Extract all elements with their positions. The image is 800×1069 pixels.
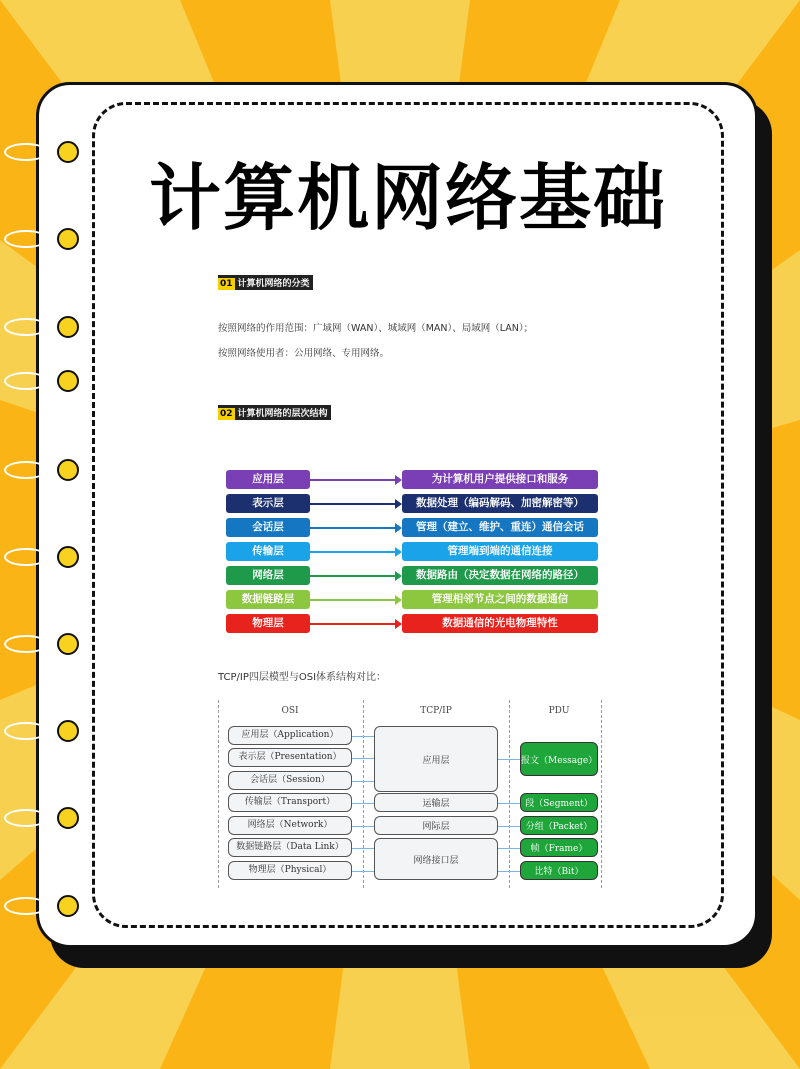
paragraph-scope: 按照网络的作用范围：广域网（WAN）、城域网（MAN）、局域网（LAN）；	[218, 323, 534, 334]
ring-loop	[4, 461, 48, 479]
layer-description: 管理（建立、维护、重连）通信会话	[402, 518, 598, 537]
divider-line	[601, 700, 602, 888]
section-number: 01	[220, 279, 233, 289]
pdu-bit: 比特（Bit）	[520, 861, 598, 880]
section-number: 02	[220, 409, 233, 419]
mapping-arrow	[352, 848, 374, 849]
layer-arrow	[310, 623, 396, 625]
layer-name: 数据链路层	[226, 590, 310, 609]
osi-header: OSI	[281, 706, 299, 716]
layer-arrow	[310, 527, 396, 529]
binding-ring	[57, 720, 79, 742]
mapping-arrow	[352, 826, 374, 827]
layer-description: 管理相邻节点之间的数据通信	[402, 590, 598, 609]
binding-ring	[57, 141, 79, 163]
tcpip-layer-application: 应用层	[374, 726, 498, 792]
tcpip-osi-comparison	[218, 700, 602, 888]
ring-loop	[4, 143, 48, 161]
ring-loop	[4, 230, 48, 248]
ring-loop	[4, 372, 48, 390]
section-label: 计算机网络的分类	[237, 279, 310, 289]
osi-layer-application: 应用层（Application）	[228, 726, 352, 745]
osi-layer-datalink: 数据链路层（Data Link）	[228, 838, 352, 857]
layer-description: 数据路由（决定数据在网络的路径）	[402, 566, 598, 585]
layer-description: 管理端到端的通信连接	[402, 542, 598, 561]
divider-line	[218, 700, 219, 888]
binding-ring	[57, 895, 79, 917]
layer-row	[226, 566, 598, 585]
pdu-header: PDU	[548, 706, 570, 716]
layer-row	[226, 590, 598, 609]
layer-description: 数据处理（编码解码、加密解密等）	[402, 494, 598, 513]
layer-description: 数据通信的光电物理特性	[402, 614, 598, 633]
osi-layer-session: 会话层（Session）	[228, 771, 352, 790]
layer-name: 应用层	[226, 470, 310, 489]
layer-arrow	[310, 551, 396, 553]
mapping-arrow	[352, 803, 374, 804]
osi-layer-physical: 物理层（Physical）	[228, 861, 352, 880]
osi-layer-presentation: 表示层（Presentation）	[228, 748, 352, 767]
binding-ring	[57, 633, 79, 655]
mapping-arrow	[498, 759, 520, 760]
layer-name: 物理层	[226, 614, 310, 633]
binding-ring	[57, 228, 79, 250]
mapping-arrow	[498, 871, 520, 872]
mapping-arrow	[352, 758, 374, 759]
pdu-segment: 段（Segment）	[520, 793, 598, 812]
mapping-arrow	[352, 781, 374, 782]
binding-ring	[57, 316, 79, 338]
mapping-arrow	[498, 803, 520, 804]
layer-row	[226, 542, 598, 561]
tcpip-layer-transport: 运输层	[374, 793, 498, 812]
layer-arrow	[310, 575, 396, 577]
binding-ring	[57, 370, 79, 392]
ring-loop	[4, 722, 48, 740]
divider-line	[509, 700, 510, 888]
layer-name: 表示层	[226, 494, 310, 513]
tcpip-layer-internet: 网际层	[374, 816, 498, 835]
section-heading-layers	[218, 405, 331, 420]
osi-layer-network: 网络层（Network）	[228, 816, 352, 835]
ring-loop	[4, 318, 48, 336]
layer-row	[226, 518, 598, 537]
layer-row	[226, 470, 598, 489]
page-title: 计算机网络基础	[148, 156, 667, 240]
divider-line	[363, 700, 364, 888]
layer-row	[226, 614, 598, 633]
ring-loop	[4, 897, 48, 915]
binding-ring	[57, 459, 79, 481]
mapping-arrow	[498, 848, 520, 849]
layer-description: 为计算机用户提供接口和服务	[402, 470, 598, 489]
layer-arrow	[310, 599, 396, 601]
section-label: 计算机网络的层次结构	[237, 409, 328, 419]
layer-name: 网络层	[226, 566, 310, 585]
layer-name: 传输层	[226, 542, 310, 561]
pdu-packet: 分组（Packet）	[520, 816, 598, 835]
pdu-message: 报文（Message）	[520, 742, 598, 776]
paragraph-users: 按照网络使用者：公用网络、专用网络。	[218, 348, 390, 359]
section-heading-classification	[218, 275, 313, 290]
binding-ring	[57, 807, 79, 829]
tcpip-layer-link: 网络接口层	[374, 838, 498, 880]
layer-row	[226, 494, 598, 513]
mapping-arrow	[352, 871, 374, 872]
compare-caption: TCP/IP四层模型与OSI体系结构对比：	[218, 672, 387, 683]
ring-loop	[4, 635, 48, 653]
layer-name: 会话层	[226, 518, 310, 537]
tcpip-header: TCP/IP	[420, 706, 452, 716]
layer-arrow	[310, 479, 396, 481]
mapping-arrow	[498, 826, 520, 827]
pdu-frame: 帧（Frame）	[520, 838, 598, 857]
layer-arrow	[310, 503, 396, 505]
ring-loop	[4, 809, 48, 827]
mapping-arrow	[352, 736, 374, 737]
osi-layer-transport: 传输层（Transport）	[228, 793, 352, 812]
binding-ring	[57, 546, 79, 568]
ring-loop	[4, 548, 48, 566]
